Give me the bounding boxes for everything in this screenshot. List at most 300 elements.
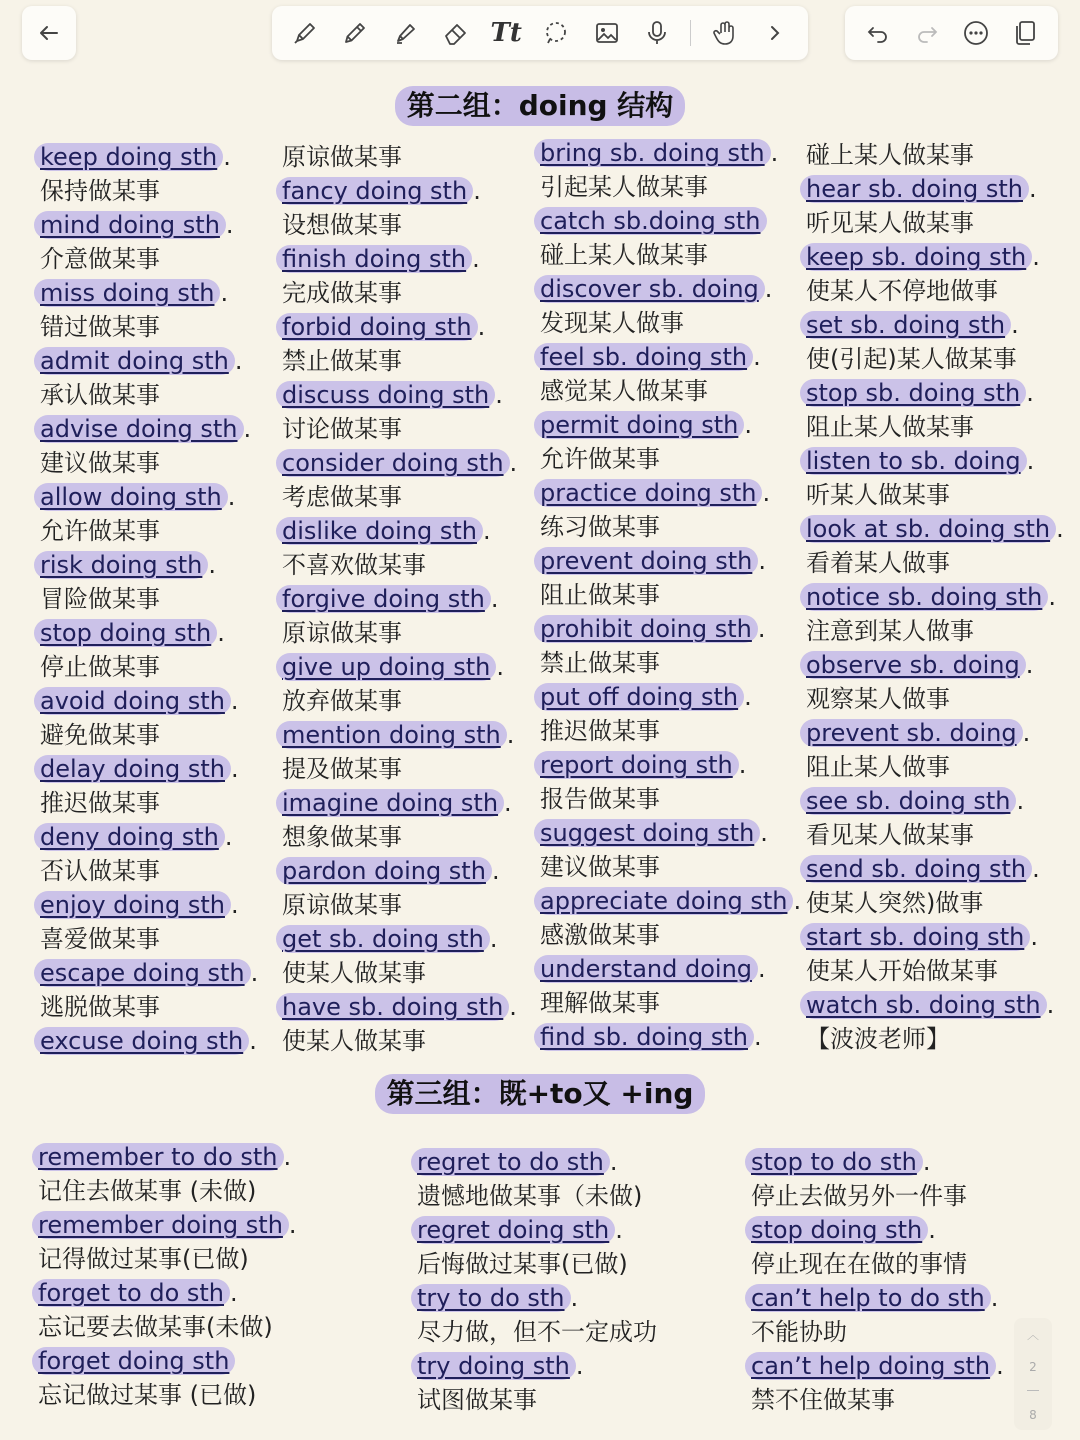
phrase-punct: .: [575, 1352, 584, 1380]
phrase-link[interactable]: stop to do sth: [745, 1148, 923, 1176]
translation-text: 避免做某事: [40, 721, 160, 749]
translation-row: [540, 238, 801, 272]
translation-row: [40, 174, 258, 208]
translation-text: 原谅做某事: [282, 619, 402, 647]
section2-title-wrap: [0, 86, 1080, 126]
phrase-link[interactable]: catch sb.doing sth: [534, 207, 767, 235]
phrase-link[interactable]: forbid doing sth: [276, 313, 478, 341]
pencil-icon: [341, 19, 369, 47]
phrase-link[interactable]: pardon doing sth: [276, 857, 492, 885]
translation-text: 使某人做某事: [282, 959, 426, 987]
translation-row: [806, 342, 1064, 376]
translation-text: 停止现在在做的事情: [751, 1250, 967, 1278]
translation-row: [282, 208, 517, 242]
phrase-row: [806, 172, 1064, 206]
phrase-row: [806, 512, 1064, 546]
phrase-punct: .: [250, 959, 259, 987]
section3-column-1: [38, 1140, 297, 1412]
phrase-punct: .: [234, 347, 243, 375]
phrase-link[interactable]: watch sb. doing sth: [800, 991, 1047, 1019]
undo-button[interactable]: [861, 16, 895, 50]
back-button[interactable]: [32, 16, 66, 50]
phrase-link[interactable]: forget to do sth: [32, 1279, 230, 1307]
translation-row: [417, 1315, 657, 1349]
phrase-row: [38, 1140, 297, 1174]
phrase-punct: .: [762, 479, 771, 507]
translation-row: [417, 1383, 657, 1417]
phrase-row: [806, 920, 1064, 954]
phrase-punct: .: [208, 551, 216, 579]
phrase-row: [540, 204, 801, 238]
phrase-row: [282, 922, 517, 956]
translation-row: [282, 344, 517, 378]
more-button[interactable]: [959, 16, 993, 50]
phrase-punct: .: [509, 449, 518, 477]
phrase-link[interactable]: prevent doing sth: [534, 547, 758, 575]
phrase-row: [38, 1344, 297, 1378]
phrase-link[interactable]: feel sb. doing sth: [534, 343, 753, 371]
undo-icon: [864, 19, 892, 47]
current-page: 2: [1029, 1359, 1037, 1374]
phrase-row: [540, 1020, 801, 1054]
translation-text: 忘记要去做某事(未做): [38, 1313, 273, 1341]
fountain-pen-icon: [291, 19, 319, 47]
phrase-punct: .: [230, 687, 239, 715]
phrase-punct: .: [615, 1216, 623, 1244]
phrase-row: [282, 514, 517, 548]
translation-row: [282, 752, 517, 786]
translation-text: 设想做某事: [282, 211, 402, 239]
phrase-row: [806, 784, 1064, 818]
translation-row: [282, 684, 517, 718]
phrase-row: [40, 276, 258, 310]
phrase-punct: .: [760, 819, 768, 847]
phrase-punct: .: [1025, 651, 1034, 679]
phrase-row: [540, 952, 801, 986]
translation-row: [38, 1310, 297, 1344]
phrase-punct: .: [744, 411, 752, 439]
phrase-link[interactable]: allow doing sth: [34, 483, 228, 511]
phrase-row: [540, 476, 801, 510]
translation-text: 阻止某人做事: [806, 753, 950, 781]
translation-text: 推迟做某事: [40, 789, 160, 817]
phrase-link[interactable]: observe sb. doing: [800, 651, 1026, 679]
phrase-link[interactable]: bring sb. doing sth: [534, 139, 771, 167]
phrase-punct: .: [757, 615, 766, 643]
phrase-row: [40, 956, 258, 990]
phrase-link[interactable]: try to do sth: [411, 1284, 571, 1312]
translation-text: 介意做某事: [40, 245, 160, 273]
translation-row: [806, 886, 1064, 920]
translation-text: 使(引起)某人做某事: [806, 345, 1017, 373]
phrase-link[interactable]: prohibit doing sth: [534, 615, 758, 643]
translation-text: 停止做某事: [40, 653, 160, 681]
translation-row: [282, 548, 517, 582]
phrase-link[interactable]: can’t help doing sth: [745, 1352, 996, 1380]
translation-row: [806, 750, 1064, 784]
phrase-punct: .: [283, 1143, 292, 1171]
translation-row: [540, 850, 801, 884]
translation-text: 遗憾地做某事（未做): [417, 1182, 643, 1210]
phrase-row: [282, 310, 517, 344]
translation-text: 建议做某事: [40, 449, 160, 477]
page-indicator[interactable]: [1014, 1318, 1052, 1430]
section2-column-2: [282, 140, 517, 1058]
phrase-row: [540, 340, 801, 374]
translation-row: [806, 1022, 1064, 1056]
section3-column-3: [751, 1145, 1004, 1417]
phrase-row: [806, 240, 1064, 274]
phrase-row: [540, 680, 801, 714]
translation-text: 停止去做另外一件事: [751, 1182, 967, 1210]
phrase-row: [806, 376, 1064, 410]
more-tools-button[interactable]: [758, 16, 792, 50]
phrase-link[interactable]: report doing sth: [534, 751, 739, 779]
phrase-link[interactable]: give up doing sth: [276, 653, 496, 681]
phrase-row: [40, 616, 258, 650]
translation-text: 冒险做某事: [40, 585, 160, 613]
phrase-link[interactable]: regret doing sth: [411, 1216, 615, 1244]
translation-row: [40, 786, 258, 820]
phrase-link[interactable]: stop doing sth: [745, 1216, 928, 1244]
phrase-link[interactable]: permit doing sth: [534, 411, 744, 439]
phrase-punct: .: [1016, 787, 1025, 815]
phrase-punct: .: [922, 1148, 931, 1176]
phrase-link[interactable]: delay doing sth: [34, 755, 231, 783]
document-toolbar: [845, 6, 1058, 60]
phrase-row: [38, 1276, 297, 1310]
translation-text: 想象做某事: [282, 823, 402, 851]
translation-text: 否认做某事: [40, 857, 160, 885]
translation-row: [806, 546, 1064, 580]
phrase-link[interactable]: mind doing sth: [34, 211, 226, 239]
phrase-row: [282, 718, 517, 752]
phrase-link[interactable]: risk doing sth: [34, 551, 208, 579]
translation-row: [282, 1024, 517, 1058]
phrase-link[interactable]: notice sb. doing sth: [800, 583, 1048, 611]
phrase-punct: .: [217, 619, 225, 647]
phrase-punct: .: [996, 1352, 1004, 1380]
phrase-row: [40, 1024, 258, 1058]
translation-text: 使某人突然)做事: [806, 889, 984, 917]
translation-text: 【波波老师】: [806, 1025, 950, 1053]
phrase-row: [40, 888, 258, 922]
translation-text: 碰上某人做某事: [806, 141, 974, 169]
phrase-punct: .: [477, 313, 486, 341]
translation-row: [806, 954, 1064, 988]
phrase-punct: .: [1032, 855, 1040, 883]
phrase-punct: .: [793, 887, 802, 915]
translation-row: [751, 1179, 1004, 1213]
phrase-punct: .: [738, 751, 747, 779]
phrase-link[interactable]: deny doing sth: [34, 823, 225, 851]
phrase-link[interactable]: excuse doing sth: [34, 1027, 249, 1055]
translation-row: [806, 206, 1064, 240]
phrase-punct: .: [473, 177, 481, 205]
pages-button[interactable]: [1008, 16, 1042, 50]
phrase-row: [806, 444, 1064, 478]
phrase-row: [417, 1213, 657, 1247]
phrase-row: [417, 1145, 657, 1179]
phrase-row: [40, 684, 258, 718]
section2-title: 第二组：doing 结构: [395, 86, 686, 126]
pages-icon: [1011, 19, 1039, 47]
phrase-row: [751, 1281, 1004, 1315]
phrase-punct: .: [1022, 719, 1031, 747]
phrase-row: [40, 548, 258, 582]
microphone-tool[interactable]: [640, 16, 674, 50]
phrase-link[interactable]: discuss doing sth: [276, 381, 495, 409]
translation-row: [40, 854, 258, 888]
toolbar-back: [22, 6, 76, 60]
section3-title-wrap: [0, 1074, 1080, 1114]
translation-text: 放弃做某事: [282, 687, 402, 715]
phrase-punct: .: [223, 143, 231, 171]
phrase-row: [806, 308, 1064, 342]
phrase-punct: .: [482, 517, 491, 545]
translation-row: [282, 820, 517, 854]
phrase-link[interactable]: forgive doing sth: [276, 585, 491, 613]
phrase-link[interactable]: mention doing sth: [276, 721, 507, 749]
phrase-link[interactable]: forget doing sth: [32, 1347, 235, 1375]
phrase-row: [282, 990, 517, 1024]
fountain-pen-tool[interactable]: [288, 16, 322, 50]
lasso-tool[interactable]: [539, 16, 573, 50]
hand-tool[interactable]: [708, 16, 742, 50]
translation-row: [540, 918, 801, 952]
phrase-link[interactable]: fancy doing sth: [276, 177, 473, 205]
translation-row: [540, 782, 801, 816]
phrase-link[interactable]: send sb. doing sth: [800, 855, 1032, 883]
phrase-link[interactable]: discover sb. doing: [534, 275, 765, 303]
phrase-punct: .: [1028, 175, 1037, 203]
phrase-punct: .: [224, 823, 233, 851]
phrase-punct: .: [758, 547, 766, 575]
translation-text: 观察某人做事: [806, 685, 950, 713]
translation-text: 听某人做某事: [806, 481, 950, 509]
phrase-punct: .: [496, 653, 504, 681]
translation-row: [40, 582, 258, 616]
section2-column-1: [40, 140, 258, 1058]
phrase-row: [40, 480, 258, 514]
translation-row: [417, 1179, 657, 1213]
phrase-link[interactable]: see sb. doing sth: [800, 787, 1016, 815]
text-tool[interactable]: [489, 16, 523, 50]
phrase-punct: .: [230, 891, 239, 919]
phrase-punct: .: [231, 755, 239, 783]
translation-text: 尽力做，但不一定成功: [417, 1318, 657, 1346]
translation-row: [38, 1242, 297, 1276]
phrase-row: [282, 378, 517, 412]
phrase-punct: .: [753, 343, 761, 371]
phrase-punct: .: [495, 381, 503, 409]
translation-text: 禁止做某事: [540, 649, 660, 677]
phrase-link[interactable]: admit doing sth: [34, 347, 235, 375]
phrase-row: [806, 852, 1064, 886]
translation-row: [540, 442, 801, 476]
phrase-punct: .: [490, 585, 499, 613]
section3-title: 第三组：既+to又 +ing: [375, 1074, 706, 1114]
translation-row: [282, 888, 517, 922]
phrase-punct: .: [243, 415, 252, 443]
translation-row: [38, 1174, 297, 1208]
phrase-punct: .: [928, 1216, 936, 1244]
translation-text: 提及做某事: [282, 755, 402, 783]
phrase-row: [40, 208, 258, 242]
phrase-row: [540, 816, 801, 850]
translation-row: [282, 140, 517, 174]
translation-text: 听见某人做某事: [806, 209, 974, 237]
translation-row: [282, 480, 517, 514]
phrase-link[interactable]: listen to sb. doing: [800, 447, 1027, 475]
translation-text: 碰上某人做某事: [540, 241, 708, 269]
translation-text: 允许做某事: [40, 517, 160, 545]
translation-row: [40, 718, 258, 752]
phrase-row: [806, 716, 1064, 750]
translation-text: 使某人不停地做事: [806, 277, 998, 305]
image-icon: [593, 19, 621, 47]
toolbar-divider: [690, 20, 691, 46]
phrase-link[interactable]: regret to do sth: [411, 1148, 610, 1176]
phrase-link[interactable]: get sb. doing sth: [276, 925, 490, 953]
phrase-row: [40, 344, 258, 378]
phrase-link[interactable]: remember to do sth: [32, 1143, 284, 1171]
phrase-link[interactable]: understand doing: [534, 955, 758, 983]
phrase-link[interactable]: practice doing sth: [534, 479, 762, 507]
translation-row: [806, 478, 1064, 512]
phrase-link[interactable]: consider doing sth: [276, 449, 510, 477]
phrase-link[interactable]: try doing sth: [411, 1352, 576, 1380]
phrase-link[interactable]: find sb. doing sth: [534, 1023, 754, 1051]
translation-row: [540, 510, 801, 544]
translation-text: 讨论做某事: [282, 415, 402, 443]
translation-text: 理解做某事: [540, 989, 660, 1017]
phrase-punct: .: [1030, 923, 1038, 951]
phrase-link[interactable]: enjoy doing sth: [34, 891, 231, 919]
phrase-link[interactable]: start sb. doing sth: [800, 923, 1030, 951]
phrase-link[interactable]: advise doing sth: [34, 415, 244, 443]
translation-text: 看见某人做某事: [806, 821, 974, 849]
translation-row: [282, 276, 517, 310]
phrase-link[interactable]: can’t help to do sth: [745, 1284, 991, 1312]
phrase-link[interactable]: imagine doing sth: [276, 789, 504, 817]
phrase-punct: .: [1011, 311, 1019, 339]
phrase-row: [417, 1349, 657, 1383]
phrase-link[interactable]: have sb. doing sth: [276, 993, 509, 1021]
translation-text: 禁止做某事: [282, 347, 402, 375]
section2-column-4: [806, 138, 1064, 1056]
phrase-punct: .: [758, 955, 766, 983]
translation-text: 阻止某人做某事: [806, 413, 974, 441]
phrase-link[interactable]: remember doing sth: [32, 1211, 289, 1239]
phrase-punct: .: [220, 279, 229, 307]
translation-row: [806, 410, 1064, 444]
translation-text: 喜爱做某事: [40, 925, 160, 953]
phrase-punct: .: [489, 925, 498, 953]
phrase-punct: .: [1046, 991, 1055, 1019]
phrase-link[interactable]: escape doing sth: [34, 959, 251, 987]
image-tool[interactable]: [590, 16, 624, 50]
section3-column-2: [417, 1145, 657, 1417]
highlighter-icon: [392, 19, 420, 47]
phrase-link[interactable]: look at sb. doing sth: [800, 515, 1056, 543]
translation-text: 注意到某人做事: [806, 617, 974, 645]
phrase-row: [751, 1349, 1004, 1383]
phrase-punct: .: [288, 1211, 297, 1239]
phrase-punct: .: [506, 721, 515, 749]
phrase-punct: .: [753, 1023, 762, 1051]
highlighter-tool[interactable]: [389, 16, 423, 50]
phrase-link[interactable]: prevent sb. doing: [800, 719, 1023, 747]
chevron-right-icon: [761, 19, 789, 47]
translation-row: [540, 646, 801, 680]
translation-row: [38, 1378, 297, 1412]
lasso-icon: [542, 19, 570, 47]
phrase-link[interactable]: put off doing sth: [534, 683, 744, 711]
translation-row: [540, 714, 801, 748]
phrase-link[interactable]: miss doing sth: [34, 279, 220, 307]
translation-row: [806, 614, 1064, 648]
redo-button[interactable]: [910, 16, 944, 50]
phrase-row: [282, 174, 517, 208]
translation-text: 使某人做某事: [282, 1027, 426, 1055]
phrase-link[interactable]: avoid doing sth: [34, 687, 231, 715]
phrase-row: [282, 242, 517, 276]
translation-row: [806, 138, 1064, 172]
eraser-icon: [442, 19, 470, 47]
phrase-row: [806, 648, 1064, 682]
phrase-row: [751, 1213, 1004, 1247]
translation-text: 忘记做过某事 (已做): [38, 1381, 257, 1409]
eraser-tool[interactable]: [439, 16, 473, 50]
chevron-up-icon: ︿: [1026, 1328, 1039, 1343]
phrase-link[interactable]: dislike doing sth: [276, 517, 483, 545]
phrase-row: [540, 408, 801, 442]
redo-icon: [913, 19, 941, 47]
phrase-link[interactable]: appreciate doing sth: [534, 887, 793, 915]
phrase-link[interactable]: suggest doing sth: [534, 819, 760, 847]
translation-text: 记得做过某事(已做): [38, 1245, 249, 1273]
page-divider: [1027, 1390, 1039, 1391]
translation-text: 承认做某事: [40, 381, 160, 409]
translation-text: 练习做某事: [540, 513, 660, 541]
phrase-punct: .: [472, 245, 480, 273]
phrase-row: [40, 412, 258, 446]
phrase-link[interactable]: stop doing sth: [34, 619, 217, 647]
phrase-link[interactable]: keep doing sth: [34, 143, 223, 171]
arrow-left-icon: [35, 19, 63, 47]
phrase-punct: .: [770, 139, 779, 167]
phrase-link[interactable]: hear sb. doing sth: [800, 175, 1029, 203]
translation-text: 推迟做某事: [540, 717, 660, 745]
drawing-toolbar: [272, 6, 808, 60]
translation-text: 报告做某事: [540, 785, 660, 813]
phrase-link[interactable]: finish doing sth: [276, 245, 472, 273]
phrase-link[interactable]: stop sb. doing sth: [800, 379, 1026, 407]
phrase-row: [38, 1208, 297, 1242]
translation-row: [540, 578, 801, 612]
pencil-tool[interactable]: [338, 16, 372, 50]
phrase-row: [540, 136, 801, 170]
phrase-link[interactable]: keep sb. doing sth: [800, 243, 1032, 271]
phrase-link[interactable]: set sb. doing sth: [800, 311, 1011, 339]
phrase-punct: .: [225, 211, 234, 239]
section2-column-3: [540, 136, 801, 1054]
phrase-row: [282, 582, 517, 616]
translation-row: [806, 274, 1064, 308]
phrase-row: [40, 820, 258, 854]
translation-row: [751, 1247, 1004, 1281]
